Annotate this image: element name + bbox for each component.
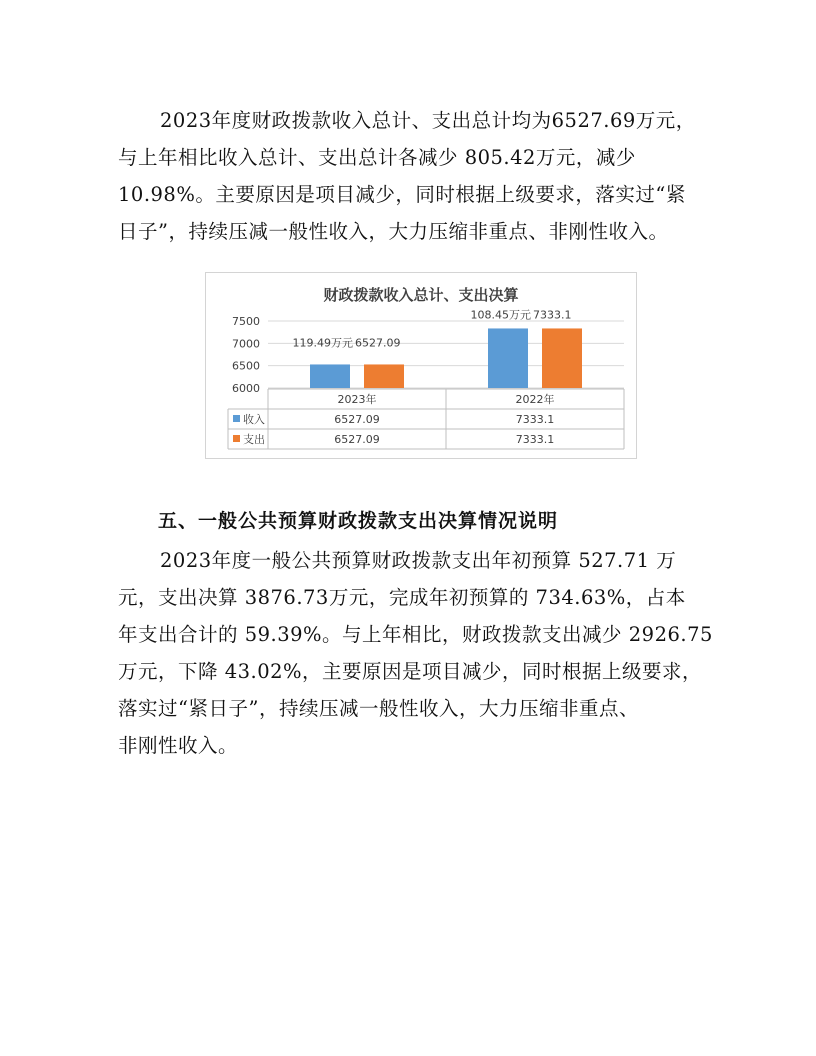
x-tick-label: 2022年: [515, 393, 555, 406]
chart-container: [205, 272, 637, 459]
y-tick-label: 7000: [232, 337, 260, 351]
paragraph-income-expenditure: [118, 102, 698, 250]
bar-收入-2022年: [488, 328, 528, 388]
text-line: 2023年度财政拨款收入总计、支出总计均为6527.69万元，: [160, 109, 696, 132]
section-heading: 五、一般公共预算财政拨款支出决算情况说明: [158, 510, 559, 532]
bar-收入-2023年: [310, 364, 350, 388]
bar-支出-2023年: [364, 364, 404, 388]
x-tick-label: 2023年: [337, 393, 377, 406]
text-line: 2023年度一般公共预算财政拨款支出年初预算 527.71 万: [160, 549, 677, 572]
table-value: 7333.1: [515, 433, 555, 446]
text-line: 10.98%。主要原因是项目减少，同时根据上级要求，落实过“紧: [118, 183, 686, 206]
y-tick-label: 6000: [232, 382, 260, 395]
table-value: 6527.09: [334, 413, 380, 426]
text-line: 年支出合计的 59.39%。与上年相比，财政拨款支出减少 2926.75: [118, 623, 713, 646]
chart-title: 财政拨款收入总计、支出决算: [323, 286, 519, 304]
text-line: 落实过“紧日子”，持续压减一般性收入，大力压缩非重点、: [118, 697, 639, 720]
text-line: 与上年相比收入总计、支出总计各减少 805.42万元，减少: [118, 146, 636, 169]
text-line: 日子”，持续压减一般性收入，大力压缩非重点、非刚性收入。: [118, 220, 669, 243]
y-tick-label: 7500: [232, 315, 260, 328]
text-line: 元，支出决算 3876.73万元，完成年初预算的 734.63%，占本: [118, 586, 686, 609]
bar-支出-2022年: [542, 328, 582, 388]
table-value: 7333.1: [515, 413, 555, 426]
legend-swatch-支出: [233, 435, 240, 442]
legend-label: 收入: [243, 413, 265, 426]
text-line: 万元，下降 43.02%，主要原因是项目减少，同时根据上级要求，: [118, 660, 703, 683]
annotation-change: 108.45万元: [470, 308, 531, 322]
legend-label: 支出: [243, 433, 265, 446]
legend-swatch-收入: [233, 415, 240, 422]
data-label: 6527.09: [355, 336, 401, 350]
table-value: 6527.09: [334, 433, 380, 446]
paragraph-general-budget: [118, 542, 713, 764]
data-label: 7333.1: [533, 308, 572, 322]
bar-chart: [206, 273, 636, 458]
text-line: 非刚性收入。: [118, 734, 239, 757]
y-tick-label: 6500: [232, 359, 260, 373]
annotation-change: 119.49万元: [292, 336, 353, 350]
